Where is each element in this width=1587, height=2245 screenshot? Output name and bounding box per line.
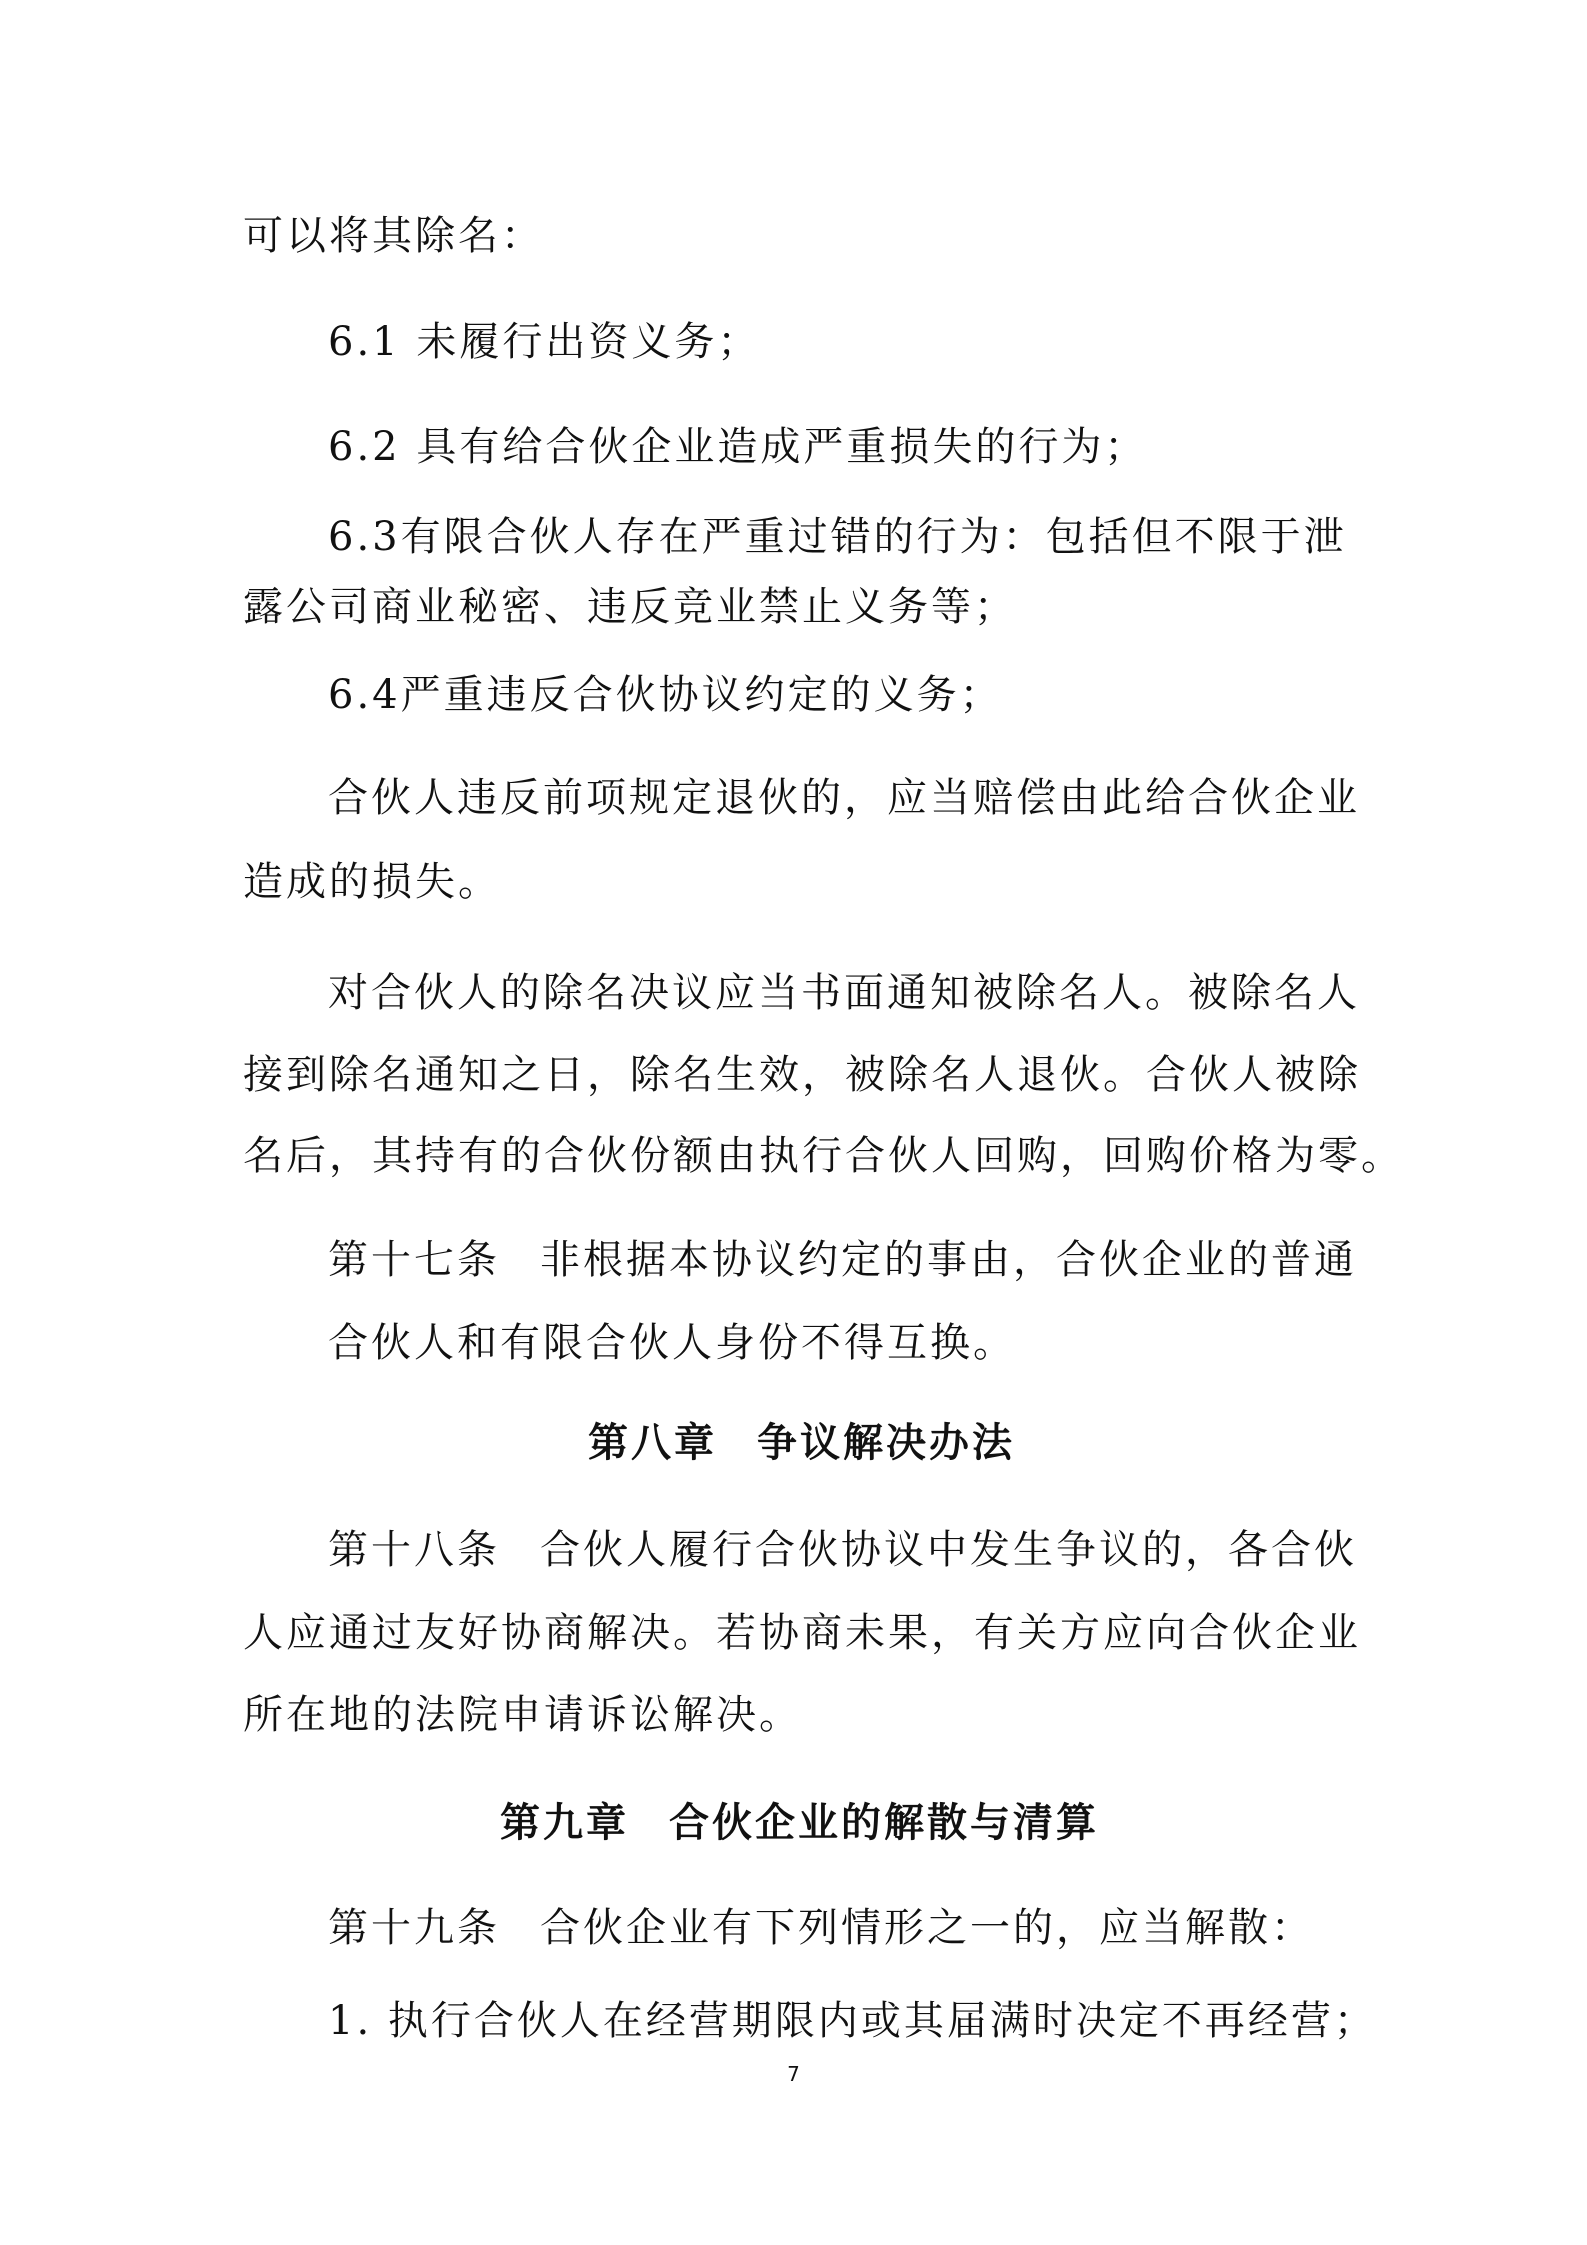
- paragraph-line: 名后，其持有的合伙份额由执行合伙人回购，回购价格为零。: [243, 1133, 1404, 1179]
- article-19-label: 第十九条: [328, 1905, 500, 1951]
- article-19: [328, 1903, 1314, 1953]
- chapter-8-heading: [588, 1418, 1015, 1468]
- article-19-text: 合伙企业有下列情形之一的，应当解散：: [540, 1905, 1314, 1951]
- paragraph-line: 接到除名通知之日，除名生效，被除名人退伙。合伙人被除: [243, 1052, 1361, 1098]
- chapter-9-title: 合伙企业的解散与清算: [669, 1799, 1099, 1846]
- clause-6-1: 6.1 未履行出资义务；: [328, 319, 761, 365]
- clause-6-3-continued: 露公司商业秘密、违反竞业禁止义务等；: [243, 584, 1017, 630]
- article-17: [328, 1235, 1357, 1285]
- chapter-9-number: 第九章: [500, 1799, 629, 1846]
- article-17-label: 第十七条: [328, 1237, 500, 1283]
- article-17-text: 非根据本协议约定的事由，合伙企业的普通: [540, 1237, 1357, 1283]
- paragraph-line: 合伙人违反前项规定退伙的，应当赔偿由此给合伙企业: [328, 775, 1360, 821]
- article-17-continued: 合伙人和有限合伙人身份不得互换。: [328, 1320, 1016, 1366]
- article-18-text: 合伙人履行合伙协议中发生争议的，各合伙: [540, 1527, 1357, 1573]
- article-18: [328, 1525, 1357, 1575]
- chapter-8-title: 争议解决办法: [757, 1419, 1015, 1466]
- paragraph-line: 所在地的法院申请诉讼解决。: [243, 1692, 802, 1738]
- page-number: 7: [787, 2062, 800, 2086]
- paragraph-line: 造成的损失。: [243, 859, 501, 905]
- clause-6-4: 6.4严重违反合伙协议约定的义务；: [328, 672, 1003, 718]
- clause-6-2: 6.2 具有给合伙企业造成严重损失的行为；: [328, 424, 1148, 470]
- paragraph-line: 可以将其除名：: [243, 213, 544, 259]
- chapter-9-heading: [500, 1798, 1099, 1848]
- chapter-8-number: 第八章: [588, 1419, 717, 1466]
- article-18-label: 第十八条: [328, 1527, 500, 1573]
- paragraph-line: 人应通过友好协商解决。若协商未果，有关方应向合伙企业: [243, 1610, 1361, 1656]
- clause-6-3: 6.3有限合伙人存在严重过错的行为：包括但不限于泄: [328, 514, 1347, 560]
- paragraph-line: 对合伙人的除名决议应当书面通知被除名人。被除名人: [328, 970, 1360, 1016]
- list-item-1: 1. 执行合伙人在经营期限内或其届满时决定不再经营；: [328, 1998, 1377, 2044]
